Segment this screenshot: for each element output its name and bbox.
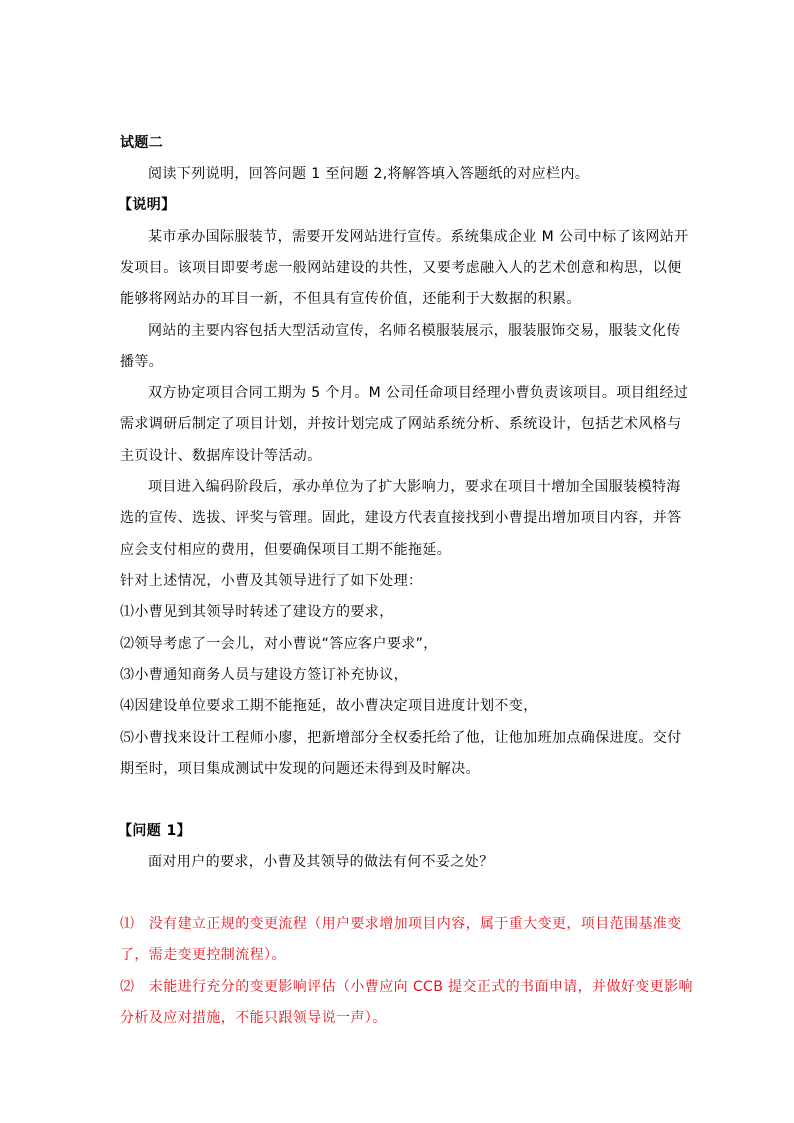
action-item-1: ⑴小曹见到其领导时转述了建设方的要求，	[120, 604, 394, 620]
paragraph-5: 针对上述情况，小曹及其领导进行了如下处理：	[120, 573, 423, 589]
paragraph-1-line-1: 某市承办国际服装节，需要开发网站进行宣传。系统集成企业 M 公司中标了该网站开	[148, 229, 689, 245]
intro-text: 阅读下列说明，回答问题 1 至问题 2,将解答填入答题纸的对应栏内。	[148, 166, 590, 182]
action-item-5: ⑸小曹找来设计工程师小廖，把新增部分全权委托给了他，让他加班加点确保进度。交付	[120, 730, 682, 746]
action-item-5-continued: 期至时，项目集成测试中发现的问题还未得到及时解决。	[120, 761, 480, 777]
answer-2-line-2: 分析及应对措施，不能只跟领导说一声）。	[120, 1010, 387, 1026]
answer-1-line-2: 了，需走变更控制流程）。	[120, 947, 286, 963]
paragraph-2-line-1: 网站的主要内容包括大型活动宣传，名师名模服装展示，服装服饰交易，服装文化传	[148, 323, 681, 339]
paragraph-4-line-3: 应会支付相应的费用，但要确保项目工期不能拖延。	[120, 542, 452, 558]
action-item-3: ⑶小曹通知商务人员与建设方签订补充协议，	[120, 667, 408, 683]
question-1-text: 面对用户的要求，小曹及其领导的做法有何不妥之处？	[148, 854, 494, 870]
paragraph-1-line-2: 发项目。该项目即要考虑一般网站建设的共性，又要考虑融入人的艺术创意和构思，以便	[120, 260, 682, 276]
paragraph-4-line-1: 项目进入编码阶段后，承办单位为了扩大影响力，要求在项目十增加全国服装模特海	[148, 479, 681, 495]
paragraph-3-line-2: 需求调研后制定了项目计划，并按计划完成了网站系统分析、系统设计，包括艺术风格与	[120, 416, 682, 432]
paragraph-1-line-3: 能够将网站办的耳目一新，不但具有宣传价值，还能利于大数据的积累。	[120, 291, 581, 307]
section-label-description: 【说明】	[118, 197, 176, 213]
answer-1-line-1: ⑴ 没有建立正规的变更流程（用户要求增加项目内容，属于重大变更，项目范围基准变	[120, 916, 682, 932]
paragraph-2-line-2: 播等。	[120, 354, 164, 370]
paragraph-3-line-3: 主页设计、数据库设计等活动。	[120, 448, 322, 464]
action-item-4: ⑷因建设单位要求工期不能拖延，故小曹决定项目进度计划不变，	[120, 698, 538, 714]
exam-title: 试题二	[120, 135, 164, 151]
paragraph-4-line-2: 选的宣传、选拔、评奖与管理。固此，建设方代表直接找到小曹提出增加项目内容，并答	[120, 510, 682, 526]
paragraph-3-line-1: 双方协定项目合同工期为 5 个月。M 公司任命项目经理小曹负责该项目。项目组经过	[148, 385, 689, 401]
action-item-2: ⑵领导考虑了一会儿，对小曹说“答应客户要求”，	[120, 636, 438, 652]
question-1-label: 【问题 1】	[118, 823, 192, 839]
answer-2-line-1: ⑵ 未能进行充分的变更影响评估（小曹应向 CCB 提交正式的书面申请，并做好变更影响	[120, 979, 693, 995]
